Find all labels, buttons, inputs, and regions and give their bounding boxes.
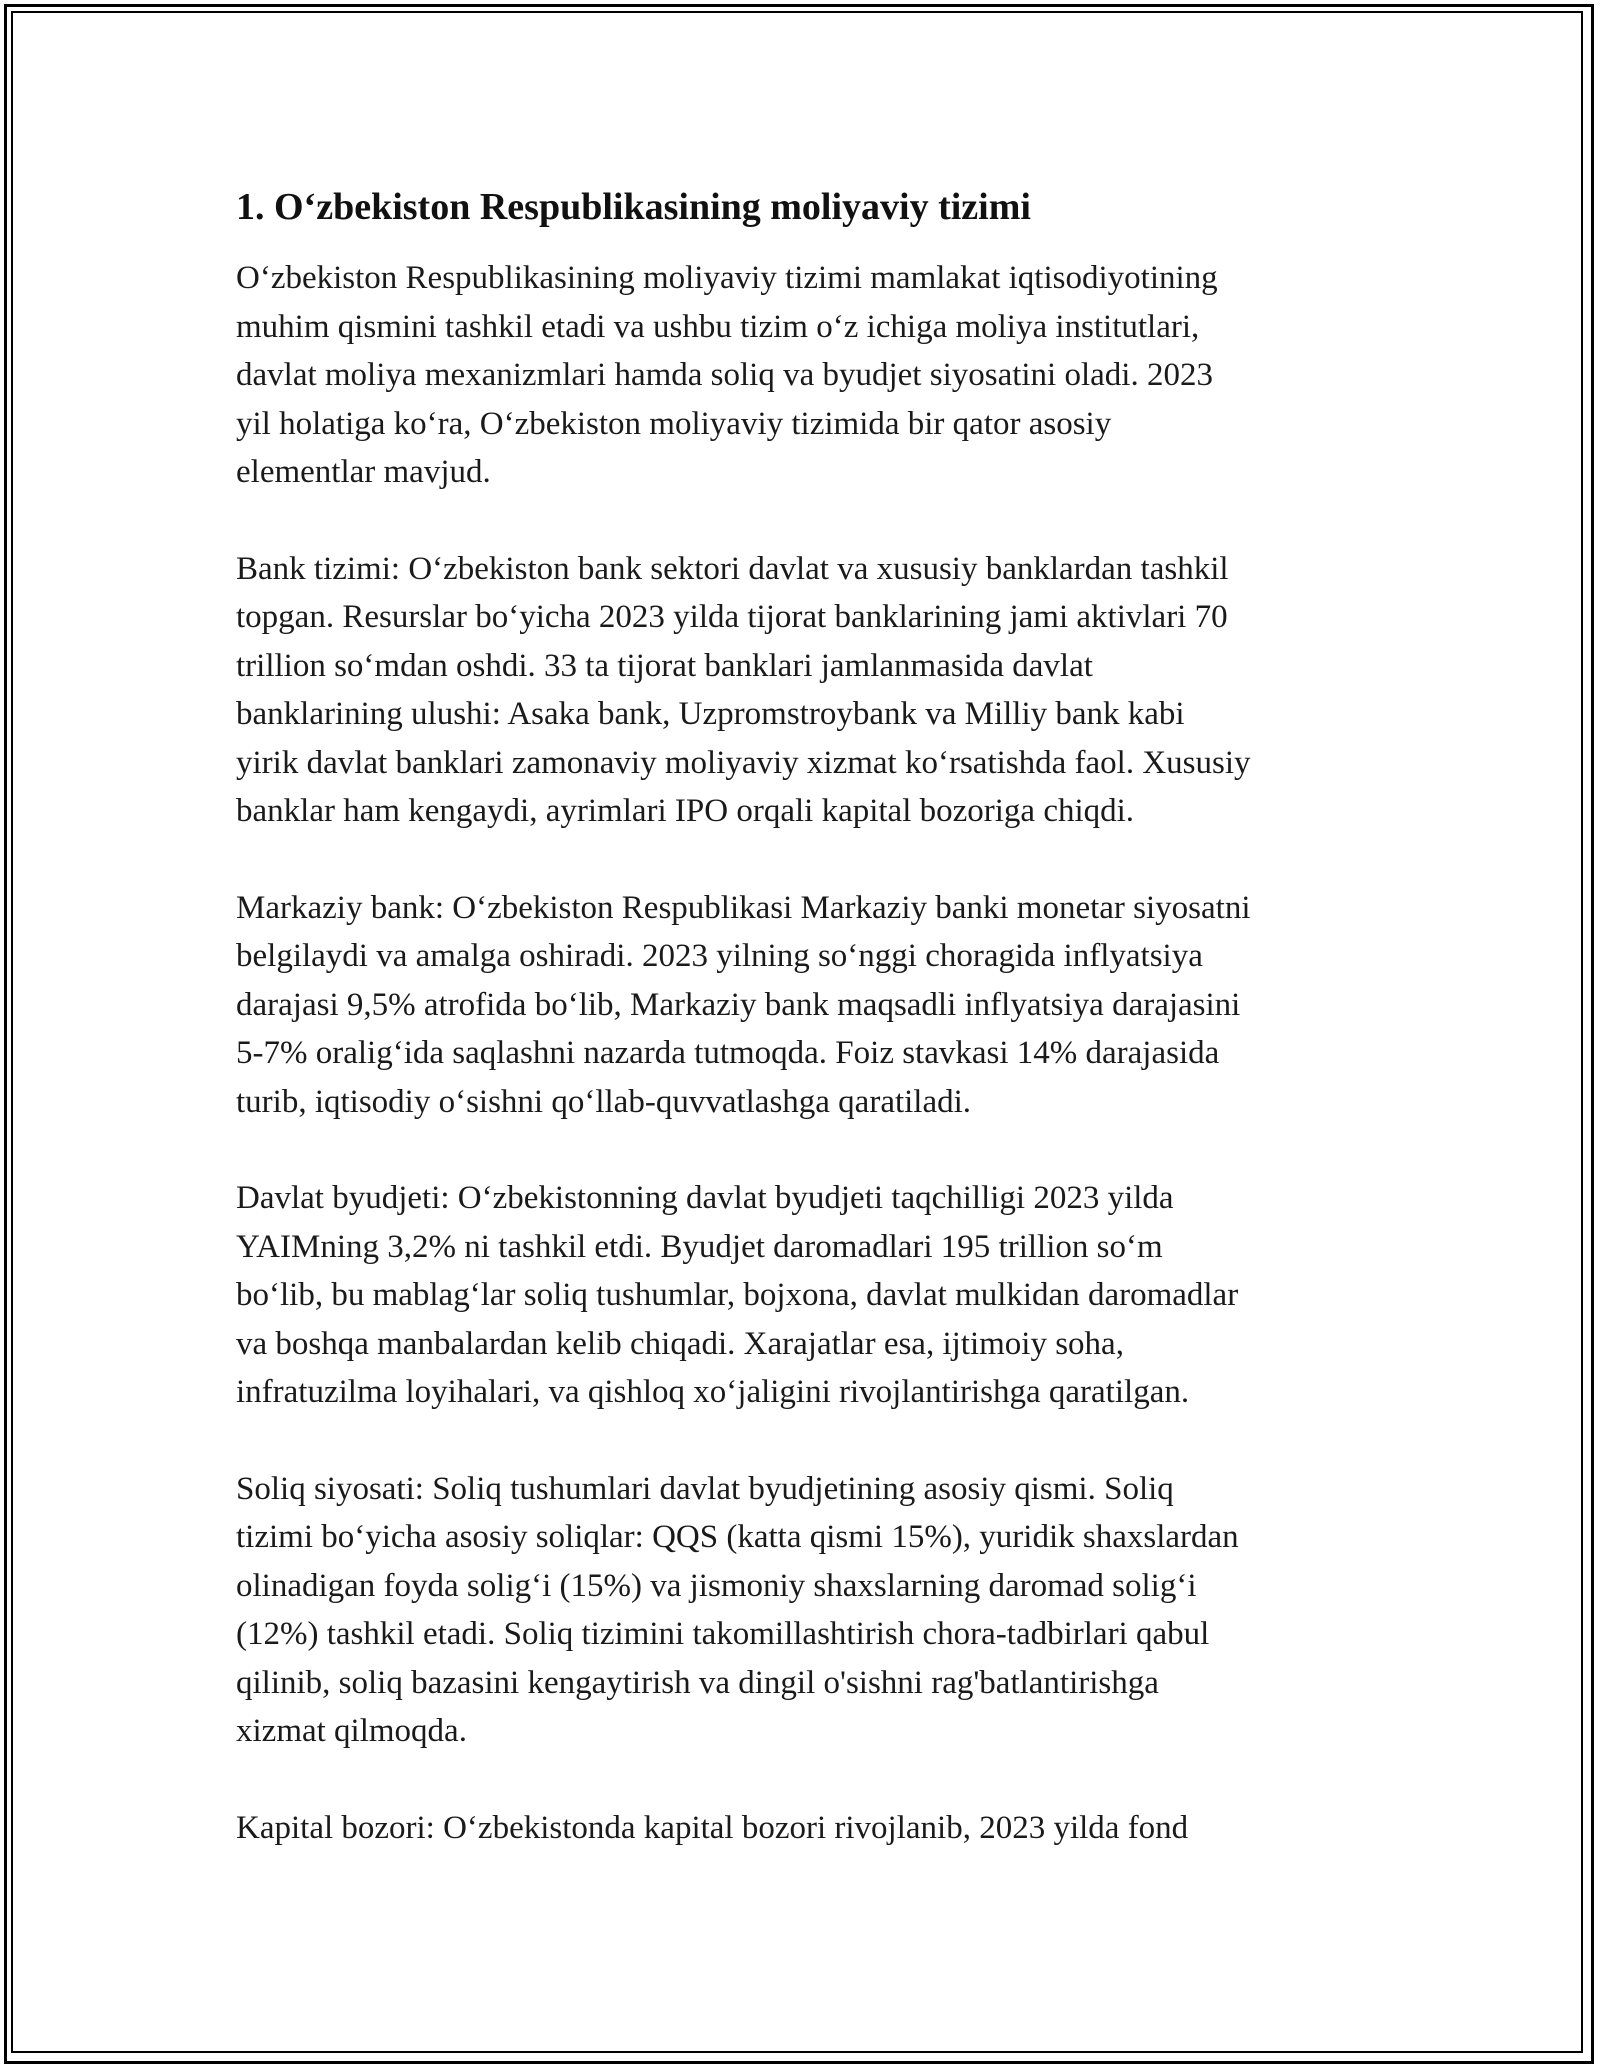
paragraph-line: elementlar mavjud.	[236, 454, 491, 490]
paragraph-central-bank	[236, 884, 1366, 1127]
paragraph-line: YAIMning 3,2% ni tashkil etdi. Byudjet daromadlari 195 trillion so‘m	[236, 1228, 1163, 1265]
paragraph-line: topgan. Resurslar bo‘yicha 2023 yilda tijorat banklarining jami aktivlari 70	[236, 599, 1228, 635]
paragraph-line: banklar ham kengaydi, ayrimlari IPO orqali kapital bozoriga chiqdi.	[236, 793, 1135, 829]
paragraph-line: xizmat qilmoqda.	[236, 1713, 467, 1749]
paragraph-line: Soliq siyosati: Soliq tushumlari davlat byudjetining asosiy qismi. Soliq	[236, 1470, 1174, 1507]
paragraph-tax-policy	[236, 1465, 1366, 1756]
paragraph-line: belgilaydi va amalga oshiradi. 2023 yilning so‘nggi choragida inflyatsiya	[236, 938, 1203, 974]
paragraph-line: yirik davlat banklari zamonaviy moliyaviy xizmat ko‘rsatishda faol. Xususiy	[236, 744, 1251, 781]
paragraph-line: va boshqa manbalardan kelib chiqadi. Xarajatlar esa, ijtimoiy soha,	[236, 1325, 1124, 1362]
paragraph-line: turib, iqtisodiy o‘sishni qo‘llab-quvvatlashga qaratiladi.	[236, 1083, 972, 1120]
paragraph-line: yil holatiga ko‘ra, O‘zbekiston moliyaviy tizimida bir qator asosiy	[236, 405, 1112, 442]
section-heading: 1. O‘zbekiston Respublikasining moliyaviy tizimi	[236, 186, 1031, 228]
paragraph-line: infratuzilma loyihalari, va qishloq xo‘jaligini rivojlantirishga qaratilgan.	[236, 1374, 1190, 1410]
paragraph-line: darajasi 9,5% atrofida bo‘lib, Markaziy bank maqsadli inflyatsiya darajasini	[236, 986, 1241, 1023]
paragraph-line: Markaziy bank: O‘zbekiston Respublikasi Markaziy banki monetar siyosatni	[236, 889, 1251, 926]
paragraph-line: banklarining ulushi: Asaka bank, Uzpromstroybank va Milliy bank kabi	[236, 696, 1185, 732]
paragraph-line: tizimi bo‘yicha asosiy soliqlar: QQS (katta qismi 15%), yuridik shaxslardan	[236, 1519, 1239, 1555]
paragraph-intro	[236, 254, 1366, 497]
paragraph-line: 5-7% oralig‘ida saqlashni nazarda tutmoqda. Foiz stavkasi 14% darajasida	[236, 1035, 1220, 1071]
paragraph-bank-system	[236, 545, 1366, 836]
paragraph-line: qilinib, soliq bazasini kengaytirish va dingil o'sishni rag'batlantirishga	[236, 1664, 1159, 1701]
paragraph-state-budget	[236, 1174, 1366, 1417]
paragraph-line: (12%) tashkil etadi. Soliq tizimini takomillashtirish chora-tadbirlari qabul	[236, 1616, 1210, 1652]
paragraph-line: O‘zbekiston Respublikasining moliyaviy tizimi mamlakat iqtisodiyotining	[236, 260, 1218, 296]
paragraph-line: Bank tizimi: O‘zbekiston bank sektori davlat va xususiy banklardan tashkil	[236, 550, 1229, 587]
paragraph-line: muhim qismini tashkil etadi va ushbu tizim o‘z ichiga moliya institutlari,	[236, 308, 1200, 345]
paragraph-line: bo‘lib, bu mablag‘lar soliq tushumlar, bojxona, davlat mulkidan daromadlar	[236, 1277, 1239, 1313]
document-body	[236, 182, 1366, 1900]
paragraph-line: trillion so‘mdan oshdi. 33 ta tijorat banklari jamlanmasida davlat	[236, 647, 1093, 684]
paragraph-line: Davlat byudjeti: O‘zbekistonning davlat byudjeti taqchilligi 2023 yilda	[236, 1180, 1174, 1216]
paragraph-line: davlat moliya mexanizmlari hamda soliq va byudjet siyosatini oladi. 2023	[236, 357, 1213, 393]
paragraph-line: Kapital bozori: O‘zbekistonda kapital bozori rivojlanib, 2023 yilda fond	[236, 1809, 1189, 1846]
paragraph-capital-market	[236, 1804, 1366, 1853]
paragraph-line: olinadigan foyda solig‘i (15%) va jismoniy shaxslarning daromad solig‘i	[236, 1567, 1197, 1604]
